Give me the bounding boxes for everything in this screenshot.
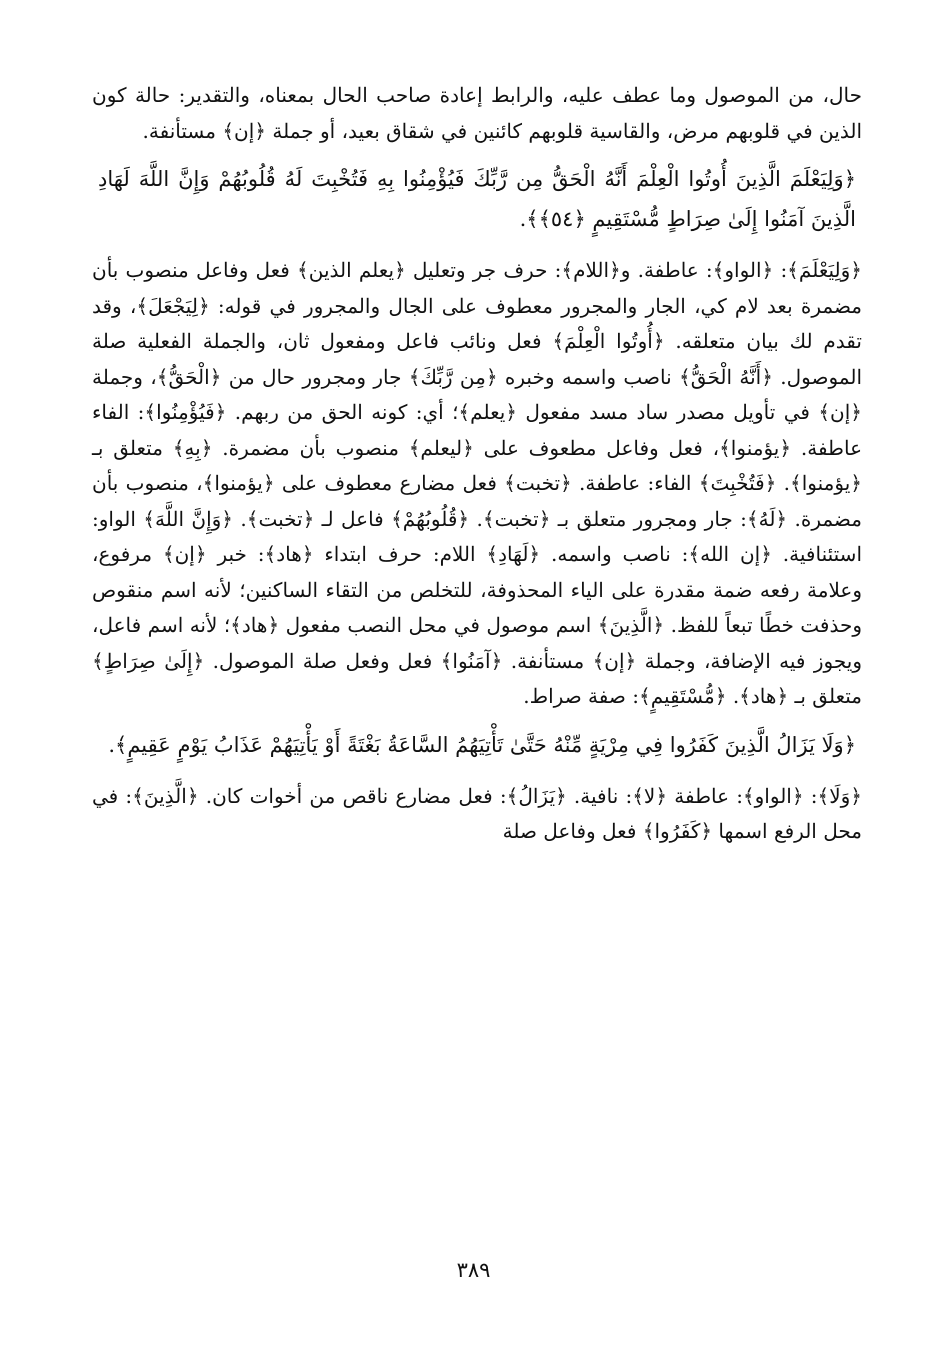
paragraph-intro: حال، من الموصول وما عطف عليه، والرابط إعادة صاحب الحال بمعناه، والتقدير: حالة كون الذين في قلوبهم مرض، والقاسية قلوبهم كائنين في شقاق بعيد، أو جملة ﴿إن﴾ مستأنفة.: [92, 83, 862, 143]
quran-verse-55: ﴿وَلَا يَزَالُ الَّذِينَ كَفَرُوا فِي مِرْيَةٍ مِّنْهُ حَتَّىٰ تَأْتِيَهُمُ السَّاعَةُ بَغْتَةً أَوْ يَأْتِيَهُمْ عَذَابُ يَوْمٍ عَقِيمٍ﴾.: [108, 732, 856, 757]
paragraph-parsing-55: ﴿وَلَا﴾: ﴿الواو﴾: عاطفة ﴿لا﴾: نافية. ﴿يَزَالُ﴾: فعل مضارع ناقص من أخوات كان. ﴿الَّذِينَ﴾: في محل الرفع اسمها ﴿كَفَرُوا﴾ فعل وفاعل صلة: [92, 783, 862, 843]
page-content: [92, 78, 862, 850]
page-number: ٣٨٩: [456, 1258, 491, 1282]
paragraph-parsing-54: ﴿وَلِيَعْلَمَ﴾: ﴿الواو﴾: عاطفة. و﴿اللام﴾: حرف جر وتعليل ﴿يعلم الذين﴾ فعل وفاعل منصوب بأن مضمرة بعد لام كي، الجار والمجرور معطوف على الجال والمجرور في قوله: ﴿لِيَجْعَلَ﴾، وقد تقدم لك بيان متعلقه. ﴿أُوتُوا الْعِلْمَ﴾ فعل ونائب فاعل ومفعول ثان، والجملة الفعلية صلة الموصول. ﴿أَنَّهُ الْحَقُّ﴾ ناصب واسمه وخبره ﴿مِن رَّبِّكَ﴾ جار ومجرور حال من ﴿الْحَقُّ﴾، وجملة ﴿إن﴾ في تأويل مصدر ساد مسد مفعول ﴿يعلم﴾؛ أي: كونه الحق من ربهم. ﴿فَيُؤْمِنُوا﴾: الفاء عاطفة. ﴿يؤمنوا﴾، فعل وفاعل مطعوف على ﴿ليعلم﴾ منصوب بأن مضمرة. ﴿بِهِ﴾ متعلق بـ ﴿يؤمنوا﴾. ﴿فَتُخْبِتَ﴾ الفاء: عاطفة. ﴿تخبت﴾ فعل مضارع معطوف على ﴿يؤمنوا﴾، منصوب بأن مضمرة. ﴿لَهُ﴾: جار ومجرور متعلق بـ ﴿تخبت﴾. ﴿قُلُوبُهُمْ﴾ فاعل لـ ﴿تخبت﴾. ﴿وَإِنَّ اللَّهَ﴾ الواو: استئنافية. ﴿إن الله﴾: ناصب واسمه. ﴿لَهَادِ﴾ اللام: حرف ابتداء ﴿هاد﴾: خبر ﴿إن﴾ مرفوع، وعلامة رفعه ضمة مقدرة على الياء المحذوفة، للتخلص من التقاء الساكنين؛ لأنه اسم منقوص وحذفت خطًا تبعاً للفظ. ﴿الَّذِينَ﴾ اسم موصول في محل النصب مفعول ﴿هاد﴾؛ لأنه اسم فاعل، ويجوز فيه الإضافة، وجملة ﴿إن﴾ مستأنفة. ﴿آمَنُوا﴾ فعل وفعل صلة الموصول. ﴿إِلَىٰ صِرَاطٍ﴾ متعلق بـ ﴿هاد﴾. ﴿مُّسْتَقِيمٍ﴾: صفة صراط.: [92, 258, 862, 708]
quran-verse-54: ﴿وَلِيَعْلَمَ الَّذِينَ أُوتُوا الْعِلْمَ أَنَّهُ الْحَقُّ مِن رَّبِّكَ فَيُؤْمِنُوا بِهِ فَتُخْبِتَ لَهُ قُلُوبُهُمْ وَإِنَّ اللَّهَ لَهَادِ الَّذِينَ آمَنُوا إِلَىٰ صِرَاطٍ مُّسْتَقِيمٍ ﴿٥٤﴾﴾.: [98, 167, 856, 231]
